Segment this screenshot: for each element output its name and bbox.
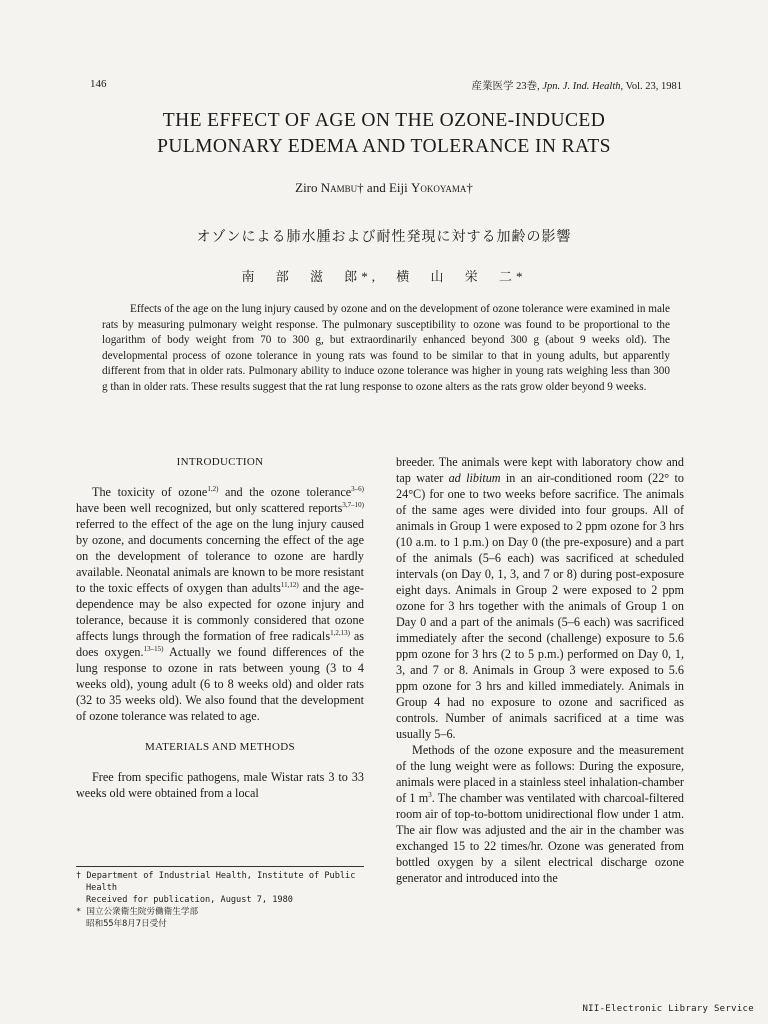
intro-paragraph: The toxicity of ozone$^{1,2)}$ and the ozone tolerance$^{3-6)}$ have been well recognized, but only scattered reports$^{3,7-10)}$ referred to the effect of the age on the lung injury caused by ozone, and documents concerning the effect of the age on the development of tolerance to ozone are hardly available. Neonatal animals are known to be more resistant to the toxic effects of oxygen than adults$^{11,12)}$ and the age-dependence may be also expected for ozone injury and tolerance, because it is commonly considered that ozone affects lungs through the formation of free radicals$^{1,2,13)}$ as does oxygen.$^{13-15)}$ Actually we found differences of the lung response to ozone in rats between young (3 to 4 weeks old), young adult (6 to 8 weeks old) and older rats (32 to 35 weeks old). We also found that the development of ozone tolerance was related to age. <box>76 484 365 723</box>
author-2-last: Yokoyama <box>410 180 467 195</box>
author-2-first: Eiji <box>388 180 408 195</box>
author-2-mark: † <box>466 180 473 195</box>
journal-volume: Vol. 23, 1981 <box>625 81 682 92</box>
footnote-rule <box>76 866 364 867</box>
methods-paragraph-exposure: Methods of the ozone exposure and the measurement of the lung weight were as follows: During the exposure, animals were placed in a stainless steel inhalation-chamber of 1 $m^3$. The chamber was ventilated with charcoal-filtered room air of top-to-bottom unidirectional flow under 1 atm. The air flow was adjusted and the air in the chamber was exchanged 15 to 22 times/hr. Ozone was generated from bottled oxygen by a silent electrical discharge ozone generator and introduced into the <box>396 743 684 885</box>
footer-service-label: NII-Electronic Library Service <box>582 1004 754 1014</box>
title-line-2: PULMONARY EDEMA AND TOLERANCE IN RATS <box>157 136 611 157</box>
footnotes <box>76 866 364 930</box>
left-column <box>76 454 364 801</box>
footnote-affiliation-jp: * 国立公衆衛生院労働衛生学部 <box>76 907 199 917</box>
methods-heading: MATERIALS AND METHODS <box>145 741 295 753</box>
right-column <box>396 454 684 886</box>
journal-jp: 産業医学 23巻, <box>471 81 540 92</box>
journal-header <box>472 78 683 93</box>
page-number: 146 <box>90 78 107 90</box>
intro-heading: INTRODUCTION <box>176 456 264 468</box>
authors <box>0 180 768 196</box>
author-1-mark: † <box>357 180 364 195</box>
footnote-affiliation: † Department of Industrial Health, Institute of Public Health <box>76 871 356 893</box>
japanese-title: オゾンによる肺水腫および耐性発現に対する加齢の影響 <box>196 230 572 245</box>
title-line-1: THE EFFECT OF AGE ON THE OZONE-INDUCED <box>162 110 606 131</box>
authors-and: and <box>366 180 386 195</box>
methods-paragraph-start: Free from specific pathogens, male Wistar rats 3 to 33 weeks old were obtained from a local <box>76 770 364 800</box>
footnote-received-jp: 昭和55年8月7日受付 <box>86 919 167 929</box>
author-1-last: Nambu <box>320 180 358 195</box>
japanese-authors: 南 部 滋 郎*, 横 山 栄 二* <box>241 269 527 284</box>
author-1-first: Ziro <box>295 180 318 195</box>
journal-name: Jpn. J. Ind. Health, <box>542 81 624 92</box>
footnote-received: Received for publication, August 7, 1980 <box>86 895 293 905</box>
methods-paragraph-continued: breeder. The animals were kept with laboratory chow and tap water ad libitum in an air-conditioned room (22° to 24°C) for one to two weeks before sacrifice. The animals of the same ages were divided into four groups. All of animals in Group 1 were exposed to 2 ppm ozone for 3 hrs (10 a.m. to 1 p.m.) on Day 0 (the pre-exposure) and a part of the animals (5–6 each) was sacrificed at scheduled intervals (on Day 0, 1, 3, and 7 or 8) during post-exposure eight days. Animals in Group 2 were exposed to 2 ppm ozone for 3 hrs together with the animals of Group 1 on Day 0 and a part of the animals (5–6 each) was sacrificed immediately after the second (challenge) exposure to 5.6 ppm ozone for 3 hrs (2 to 5 p.m.) performed on Day 0, 1, 3, and 7 or 8. Animals in Group 3 were exposed to 5.6 ppm ozone for 3 hrs and killed immediately. Animals in Group 4 had no exposure to ozone and sacrificed as controls. Number of animals sacrificed at a time was usually 5–6. <box>396 455 684 741</box>
abstract: Effects of the age on the lung injury caused by ozone and on the development of ozone tolerance were examined in male rats by measuring pulmonary weight response. The pulmonary susceptibility to ozone was found to be proportional to the logarithm of body weight from 70 to 300 g, but extraordinarily enhanced beyond 300 g (about 9 weeks old). The developmental process of ozone tolerance in young rats was found to be similar to that in young adults, but apparently different from that in older rats. Pulmonary ability to induce ozone tolerance was higher in young rats weighing less than 300 g than in older rats. These results suggest that the rat lung response to ozone alters as the rats grow older beyond 9 weeks. <box>102 303 671 393</box>
